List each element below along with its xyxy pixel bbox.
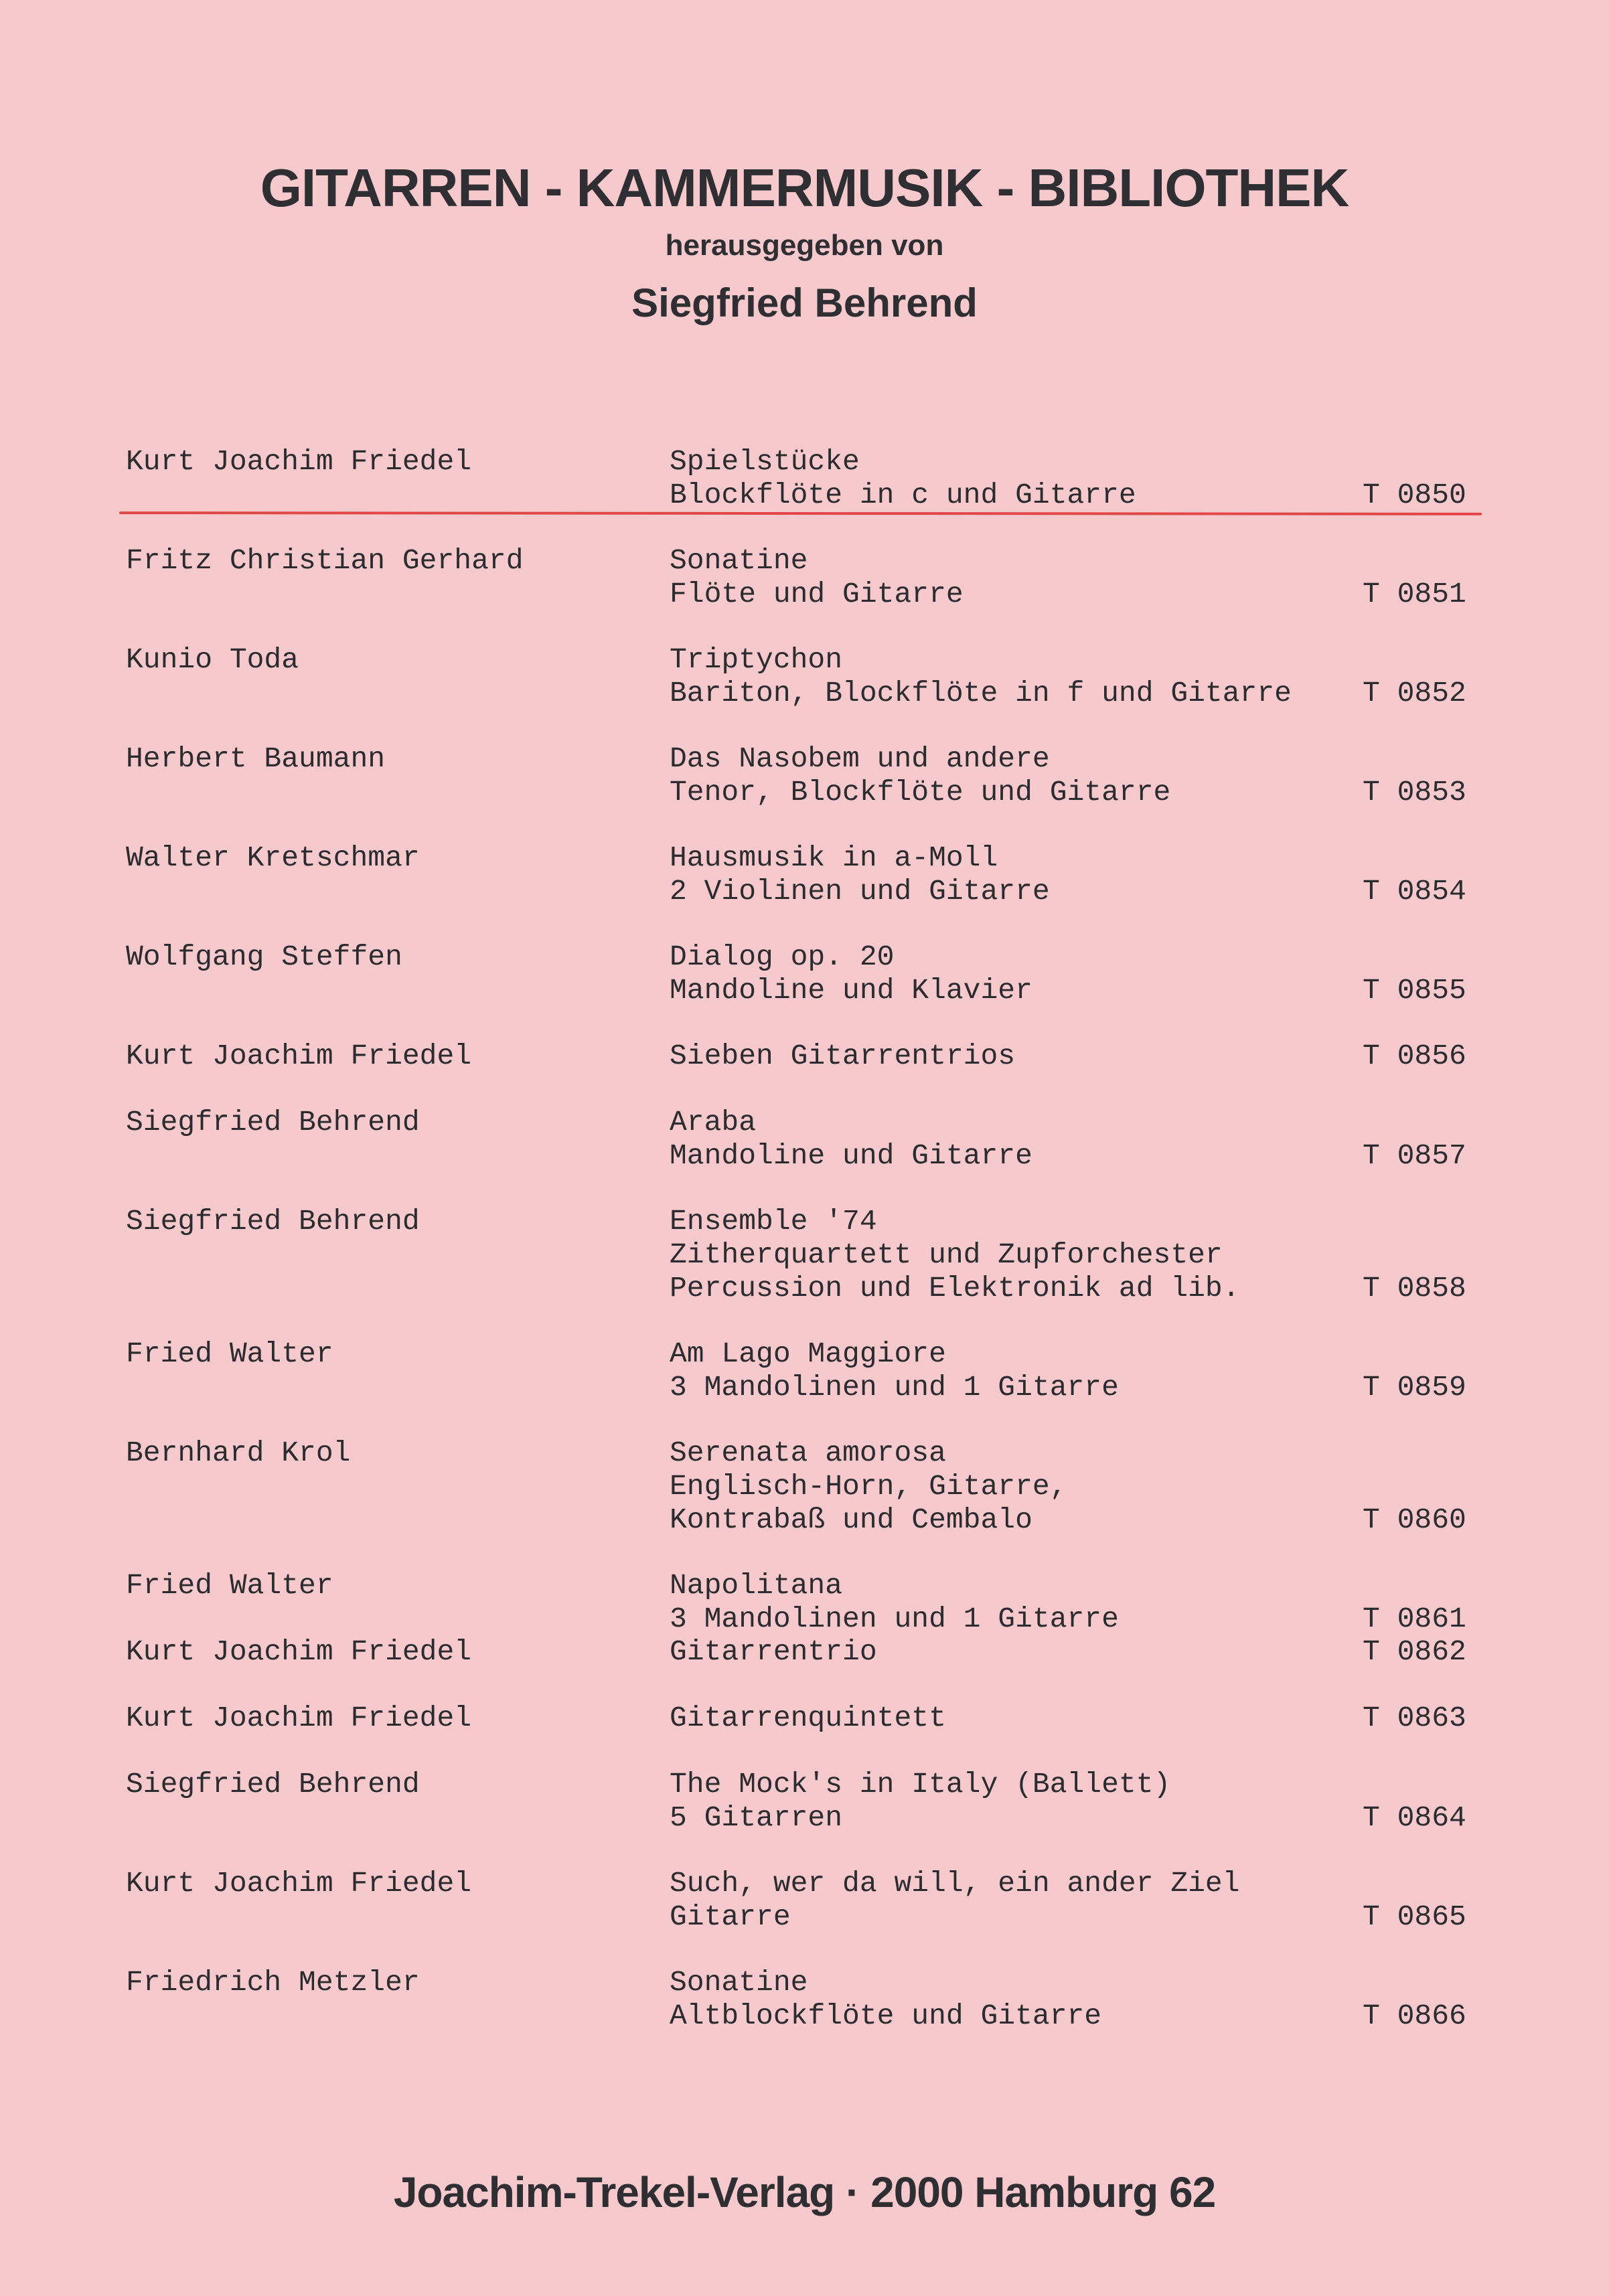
- catalog-number: T 0853: [1363, 776, 1466, 809]
- composer-name: Kurt Joachim Friedel: [126, 1040, 472, 1072]
- work-description: [670, 1205, 1326, 1305]
- composer-name: Siegfried Behrend: [126, 1106, 420, 1139]
- instrumentation-line: Kontrabaß und Cembalo: [670, 1503, 1032, 1536]
- composer-name: Kurt Joachim Friedel: [126, 1867, 472, 1900]
- catalog-number: T 0856: [1363, 1040, 1466, 1072]
- work-description: [670, 1768, 1326, 1835]
- subtitle: herausgegeben von: [665, 229, 944, 262]
- catalog-number: T 0850: [1363, 479, 1466, 511]
- instrumentation-line: Flöte und Gitarre: [670, 578, 964, 610]
- composer-name: Fried Walter: [126, 1569, 333, 1602]
- instrumentation-line: 2 Violinen und Gitarre: [670, 875, 1050, 908]
- composer-name: Siegfried Behrend: [126, 1205, 420, 1238]
- instrumentation-line: 3 Mandolinen und 1 Gitarre: [670, 1371, 1119, 1404]
- instrumentation-line: Mandoline und Gitarre: [670, 1139, 1032, 1172]
- work-title: Gitarrenquintett: [670, 1702, 946, 1734]
- work-title: Serenata amorosa: [670, 1437, 946, 1469]
- work-title: Am Lago Maggiore: [670, 1337, 946, 1370]
- work-title: Such, wer da will, ein ander Ziel: [670, 1867, 1240, 1900]
- composer-name: Siegfried Behrend: [126, 1768, 420, 1801]
- composer-name: Bernhard Krol: [126, 1437, 351, 1469]
- work-title: Sonatine: [670, 1966, 808, 1999]
- catalog-number: T 0864: [1363, 1801, 1466, 1834]
- work-title: Das Nasobem und andere: [670, 742, 1050, 775]
- catalog-number: T 0863: [1363, 1702, 1466, 1734]
- work-title: Triptychon: [670, 643, 843, 676]
- instrumentation-line: Bariton, Blockflöte in f und Gitarre: [670, 677, 1292, 710]
- work-title: The Mock's in Italy (Ballett): [670, 1768, 1171, 1801]
- work-description: [670, 643, 1326, 710]
- catalog-number: T 0852: [1363, 677, 1466, 710]
- catalog-number: T 0862: [1363, 1635, 1466, 1668]
- publisher-footer: Joachim-Trekel-Verlag · 2000 Hamburg 62: [393, 2168, 1216, 2216]
- instrumentation-line: Blockflöte in c und Gitarre: [670, 479, 1136, 511]
- instrumentation-line: Tenor, Blockflöte und Gitarre: [670, 776, 1171, 809]
- work-description: [670, 940, 1326, 1007]
- work-description: [670, 445, 1326, 512]
- work-title: Dialog op. 20: [670, 940, 895, 973]
- instrumentation-line: Altblockflöte und Gitarre: [670, 1999, 1102, 2032]
- catalog-number: T 0855: [1363, 974, 1466, 1007]
- composer-name: Wolfgang Steffen: [126, 940, 402, 973]
- composer-name: Kurt Joachim Friedel: [126, 1702, 472, 1734]
- work-description: [670, 1040, 1326, 1073]
- composer-name: Kurt Joachim Friedel: [126, 445, 472, 478]
- instrumentation-line: Percussion und Elektronik ad lib.: [670, 1272, 1240, 1305]
- catalog-number: T 0861: [1363, 1603, 1466, 1635]
- composer-name: Friedrich Metzler: [126, 1966, 420, 1999]
- work-description: [670, 841, 1326, 908]
- work-title: Gitarrentrio: [670, 1635, 877, 1668]
- work-description: [670, 1966, 1326, 2033]
- catalog-number: T 0854: [1363, 875, 1466, 908]
- catalog-number: T 0851: [1363, 578, 1466, 610]
- instrumentation-line: Zitherquartett und Zupforchester: [670, 1238, 1223, 1271]
- page-title: GITARREN - KAMMERMUSIK - BIBLIOTHEK: [260, 158, 1349, 218]
- instrumentation-line: 5 Gitarren: [670, 1801, 843, 1834]
- editor-name: Siegfried Behrend: [631, 280, 978, 325]
- composer-name: Fried Walter: [126, 1337, 333, 1370]
- catalog-number: T 0859: [1363, 1371, 1466, 1404]
- work-description: [670, 1569, 1326, 1636]
- work-description: [670, 1337, 1326, 1404]
- instrumentation-line: Gitarre: [670, 1900, 791, 1933]
- work-description: [670, 544, 1326, 611]
- work-description: [670, 1702, 1326, 1735]
- catalog-number: T 0857: [1363, 1139, 1466, 1172]
- work-description: [670, 1106, 1326, 1173]
- instrumentation-line: 3 Mandolinen und 1 Gitarre: [670, 1603, 1119, 1635]
- work-description: [670, 1635, 1326, 1669]
- work-description: [670, 1437, 1326, 1537]
- catalog-number: T 0860: [1363, 1503, 1466, 1536]
- work-title: Sieben Gitarrentrios: [670, 1040, 1016, 1072]
- work-title: Spielstücke: [670, 445, 860, 478]
- work-description: [670, 742, 1326, 809]
- work-description: [670, 1867, 1326, 1934]
- work-title: Hausmusik in a-Moll: [670, 841, 998, 874]
- instrumentation-line: Englisch-Horn, Gitarre,: [670, 1470, 1067, 1503]
- catalog-number: T 0865: [1363, 1900, 1466, 1933]
- composer-name: Walter Kretschmar: [126, 841, 420, 874]
- instrumentation-line: Mandoline und Klavier: [670, 974, 1032, 1007]
- work-title: Araba: [670, 1106, 757, 1139]
- composer-name: Herbert Baumann: [126, 742, 386, 775]
- work-title: Napolitana: [670, 1569, 843, 1602]
- work-title: Ensemble '74: [670, 1205, 877, 1238]
- composer-name: Fritz Christian Gerhard: [126, 544, 524, 577]
- composer-name: Kunio Toda: [126, 643, 299, 676]
- catalog-number: T 0858: [1363, 1272, 1466, 1305]
- work-title: Sonatine: [670, 544, 808, 577]
- composer-name: Kurt Joachim Friedel: [126, 1635, 472, 1668]
- catalog-number: T 0866: [1363, 1999, 1466, 2032]
